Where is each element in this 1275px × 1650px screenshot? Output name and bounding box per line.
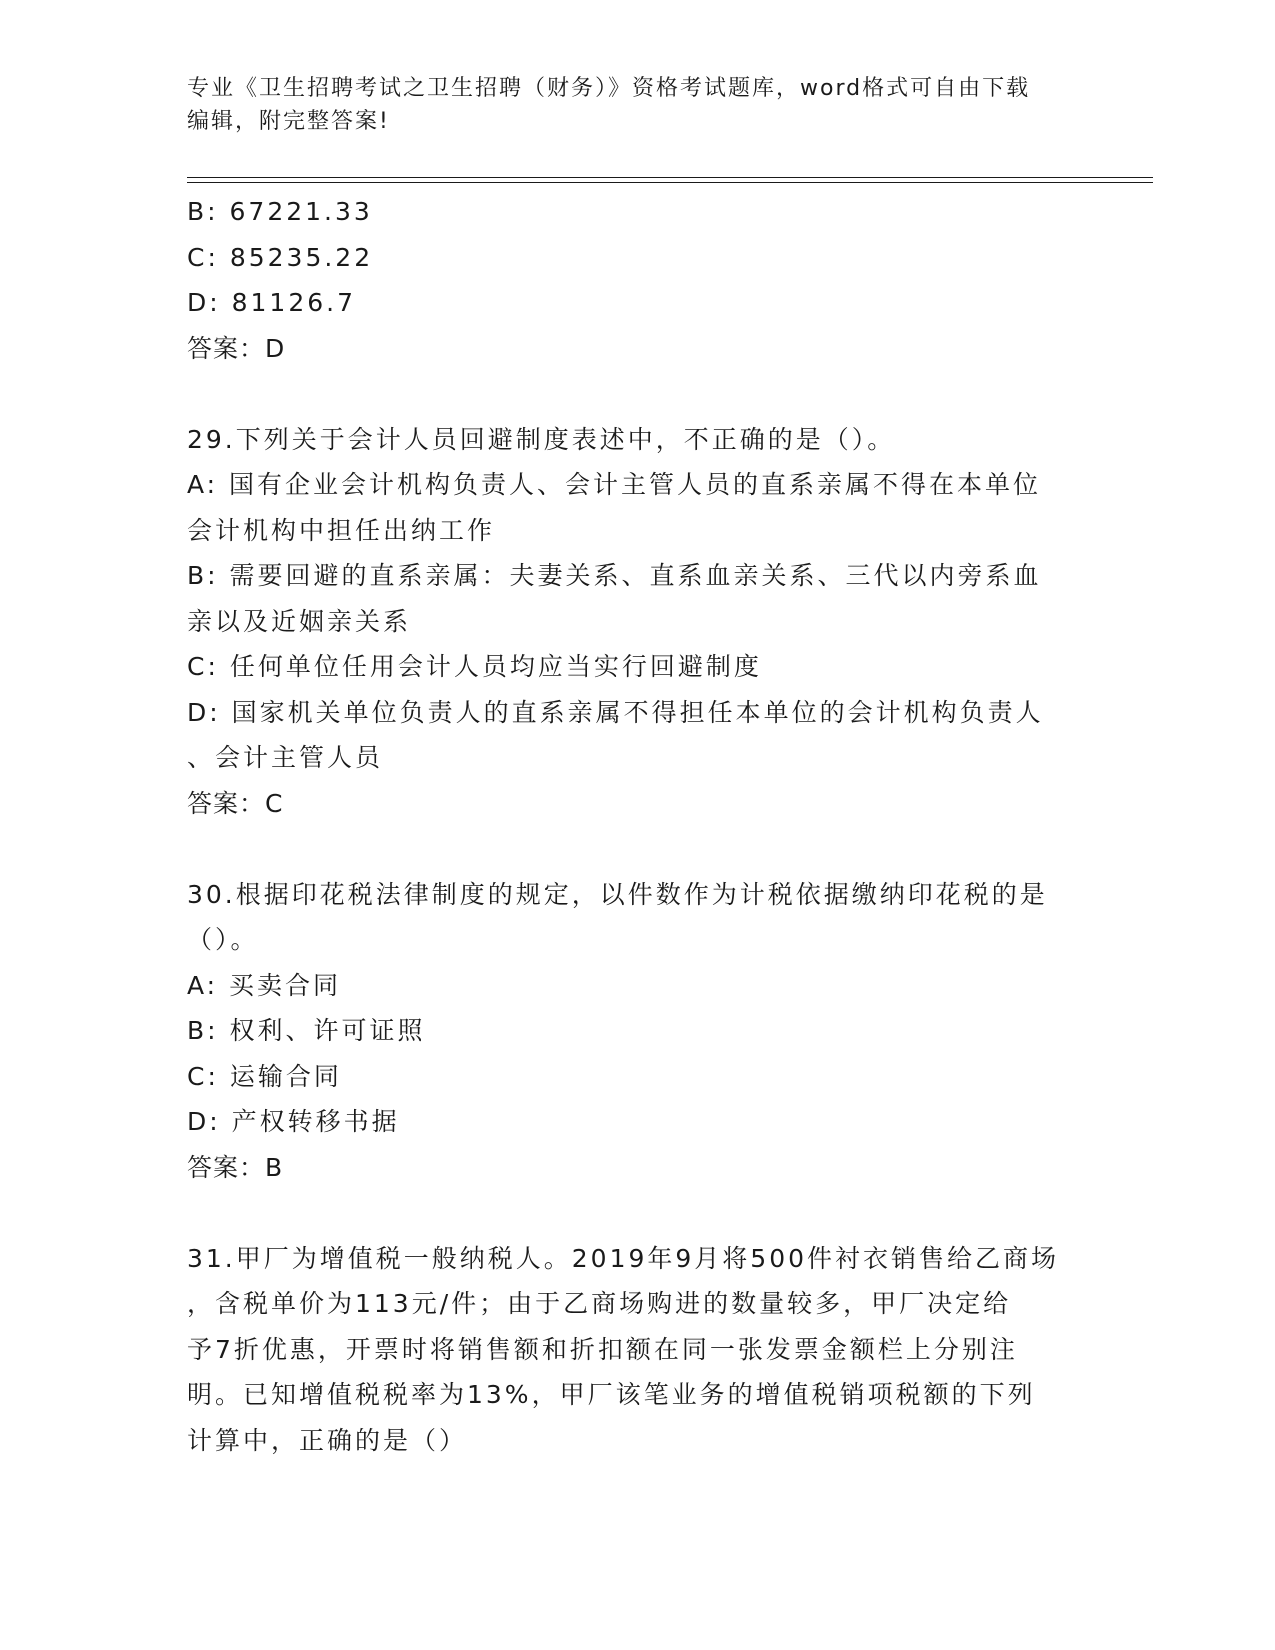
q30-option-c: C: 运输合同 (187, 1061, 342, 1091)
q29-option-c: C: 任何单位任用会计人员均应当实行回避制度 (187, 652, 762, 681)
q31-stem-line-3: 予7折优惠，开票时将销售额和折扣额在同一张发票金额栏上分别注 (187, 1334, 1018, 1364)
header-line-2: 编辑，附完整答案! (187, 109, 390, 134)
q28-option-d: D: 81126.7 (187, 288, 357, 317)
question-31 (187, 1236, 1087, 1464)
spacer (187, 826, 1087, 872)
q29-stem: 29.下列关于会计人员回避制度表述中，不正确的是（）。 (187, 424, 896, 454)
page-header (187, 72, 1087, 138)
header-rule-top (187, 177, 1153, 178)
q29-option-b-line-1: B: 需要回避的直系亲属：夫妻关系、直系血亲关系、三代以内旁系血 (187, 561, 1042, 590)
q30-option-d: D: 产权转移书据 (187, 1107, 400, 1136)
spacer (187, 1190, 1087, 1236)
q31-stem-line-2: ，含税单价为113元/件；由于乙商场购进的数量较多，甲厂决定给 (187, 1289, 1012, 1318)
q30-option-b: B: 权利、许可证照 (187, 1016, 426, 1045)
q29-option-d-line-1: D: 国家机关单位负责人的直系亲属不得担任本单位的会计机构负责人 (187, 697, 1044, 727)
q28-option-b: B: 67221.33 (187, 197, 373, 226)
q29-option-b-line-2: 亲以及近姻亲关系 (187, 606, 412, 636)
spacer (187, 371, 1087, 417)
q29-option-a-line-2: 会计机构中担任出纳工作 (187, 515, 496, 545)
q28-option-c: C: 85235.22 (187, 242, 374, 272)
header-line-1: 专业《卫生招聘考试之卫生招聘（财务）》资格考试题库，word格式可自由下载 (187, 76, 1031, 101)
q30-option-a: A: 买卖合同 (187, 970, 342, 1000)
q30-stem-line-2: （）。 (187, 925, 259, 954)
q30-stem-line-1: 30.根据印花税法律制度的规定，以件数作为计税依据缴纳印花税的是 (187, 879, 1048, 909)
question-28-tail (187, 189, 1087, 371)
q29-option-a-line-1: A: 国有企业会计机构负责人、会计主管人员的直系亲属不得在本单位 (187, 470, 1042, 499)
question-30 (187, 872, 1087, 1191)
q31-stem-line-4: 明。已知增值税税率为13%，甲厂该笔业务的增值税销项税额的下列 (187, 1380, 1036, 1409)
q29-option-d-line-2: 、会计主管人员 (187, 743, 384, 772)
q28-answer: 答案：D (187, 333, 286, 363)
q29-answer: 答案：C (187, 788, 284, 818)
question-content (187, 189, 1087, 1463)
q31-stem-line-5: 计算中，正确的是（） (187, 1425, 468, 1455)
q31-stem-line-1: 31.甲厂为增值税一般纳税人。2019年9月将500件衬衣销售给乙商场 (187, 1243, 1060, 1273)
header-rule-bottom (187, 182, 1153, 183)
q30-answer: 答案：B (187, 1152, 284, 1182)
question-29 (187, 417, 1087, 827)
